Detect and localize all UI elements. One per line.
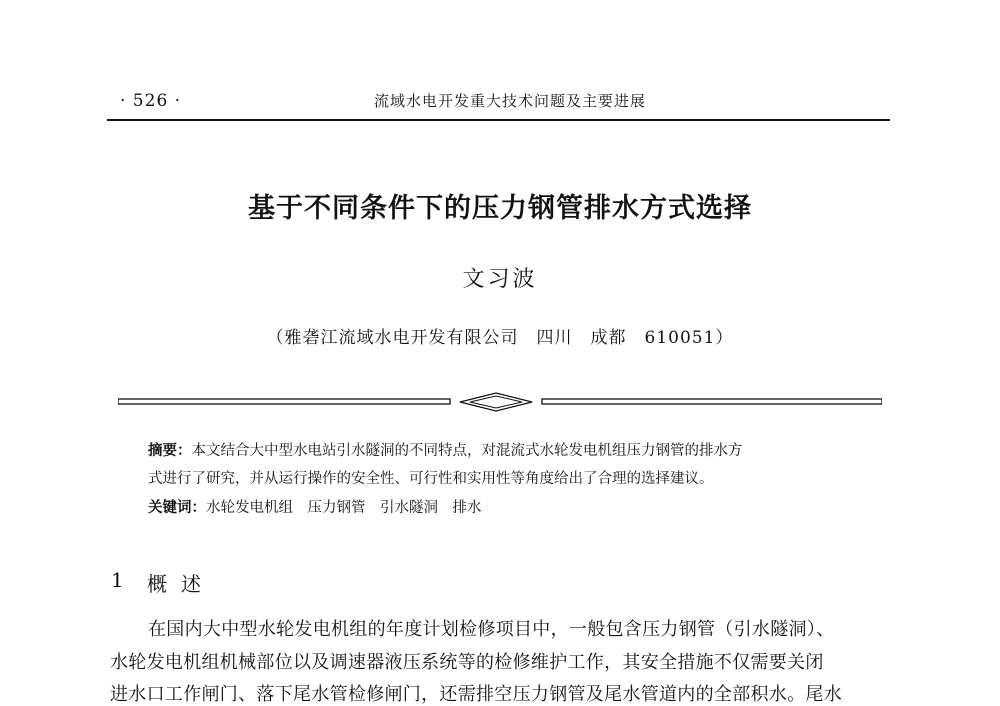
keywords-label: 关键词：: [148, 500, 206, 516]
section-title: 概述: [147, 572, 215, 596]
body-line-2: 水轮发电机组机械部位以及调速器液压系统等的检修维护工作，其安全措施不仅需要关闭: [110, 652, 824, 673]
header-rule: [107, 119, 890, 121]
abstract-label: 摘要：: [148, 443, 192, 459]
abstract-text-1: 本文结合大中型水电站引水隧洞的不同特点，对混流式水轮发电机组压力钢管的排水方: [191, 443, 743, 459]
paper-title: 基于不同条件下的压力钢管排水方式选择: [248, 193, 752, 224]
keywords-text: 水轮发电机组 压力钢管 引水隧洞 排水: [206, 500, 482, 516]
body-line-3: 进水口工作闸门、落下尾水管检修闸门，还需排空压力钢管及尾水管道内的全部积水。尾水: [110, 684, 842, 705]
author: 文习波: [462, 267, 538, 292]
section-number: 1: [111, 568, 124, 592]
keywords-line: [148, 496, 482, 517]
page-number: · 526 ·: [120, 91, 182, 111]
affiliation: （雅砻江流域水电开发有限公司 四川 成都 610051）: [266, 328, 734, 348]
abstract-line-1: [148, 439, 743, 460]
abstract-line-2: 式进行了研究，并从运行操作的安全性、可行性和实用性等角度给出了合理的选择建议。: [148, 471, 714, 487]
running-header-title: 流域水电开发重大技术问题及主要进展: [373, 92, 646, 110]
body-line-1: 在国内大中型水轮发电机组的年度计划检修项目中，一般包含压力钢管（引水隧洞）、: [148, 619, 835, 640]
ornamental-divider: [118, 391, 882, 413]
